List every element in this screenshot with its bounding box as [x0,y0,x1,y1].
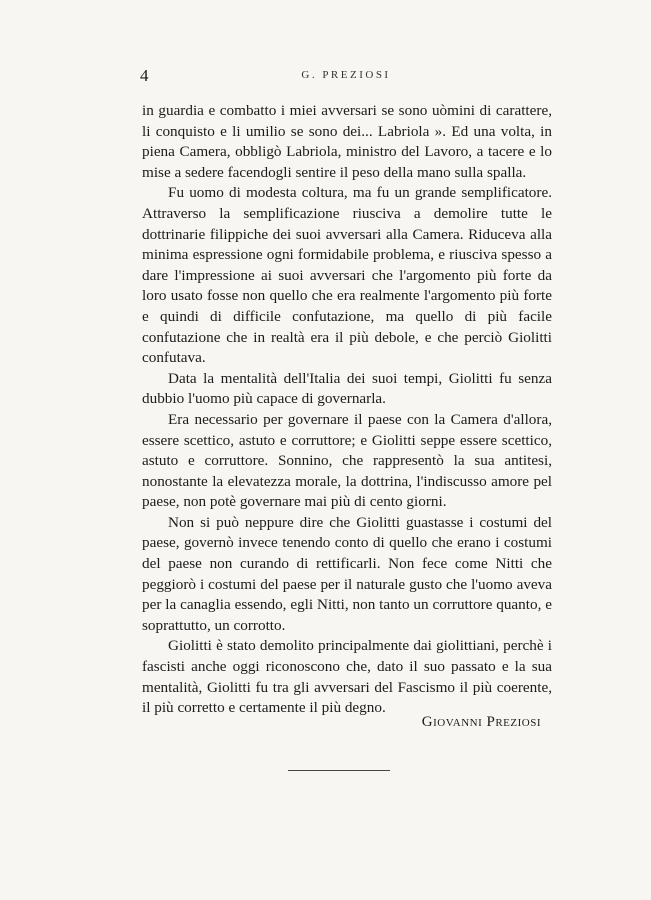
running-head [140,66,552,88]
paragraph: Fu uomo di modesta coltura, ma fu un grande semplificatore. Attraverso la semplificazione riusciva a demolire tutte le dottrinarie filippiche dei suoi avversari alla Camera. Riduceva alla minima espressione ogni formidabile problema, e riusciva spesso a dare l'impressione ai suoi avversari che l'argomento più forte da loro usato fosse non quello che era realmente l'argomento più forte e quindi di difficile confutazione, ma quello di più facile confutazione che in realtà era il più debole, e che perciò Giolitti confutava. [142,184,552,367]
paragraph: Era necessario per governare il paese con la Camera d'allora, essere scettico, astuto e corruttore; e Giolitti seppe essere scettico, astuto e corruttore. Sonnino, che rappresentò la sua antitesi, nonostante la elevatezza morale, la dottrina, l'indiscusso amore pel paese, non potè governare mai più di cento giorni. [142,410,552,511]
running-title: G. PREZIOSI [301,69,391,81]
author-signature: Giovanni Preziosi [421,714,541,730]
paragraph: Non si può neppure dire che Giolitti guastasse i costumi del paese, governò invece tenendo conto di quello che erano i costumi del paese non curando di rettificarli. Non fece come Nitti che peggiorò i costumi del paese per il naturale gusto che l'uomo aveva per la canaglia essendo, egli Nitti, non tanto un corruttore quanto, e soprattutto, un corrotto. [142,513,552,634]
paragraph: Giolitti è stato demolito principalmente dai giolittiani, perchè i fascisti anche oggi riconoscono che, dato il suo passato e la sua mentalità, Giolitti fu tra gli avversari del Fascismo il più coerente, il più corretto e certamente il più degno. [142,637,552,717]
paragraph: Data la mentalità dell'Italia dei suoi tempi, Giolitti fu senza dubbio l'uomo più capace di governarla. [142,369,552,408]
body-text [142,101,552,719]
paragraph-continuation: in guardia e combatto i miei avversari se sono uòmini di carattere, li conquisto e li umilio se sono dei... Labriola ». Ed una volta, in piena Camera, obbligò Labriola, ministro del Lavoro, a tacere e lo mise a sedere facendogli sentire il peso della mano sulla spalla. [142,102,552,181]
page-number: 4 [140,66,149,85]
end-rule-divider [288,770,390,771]
